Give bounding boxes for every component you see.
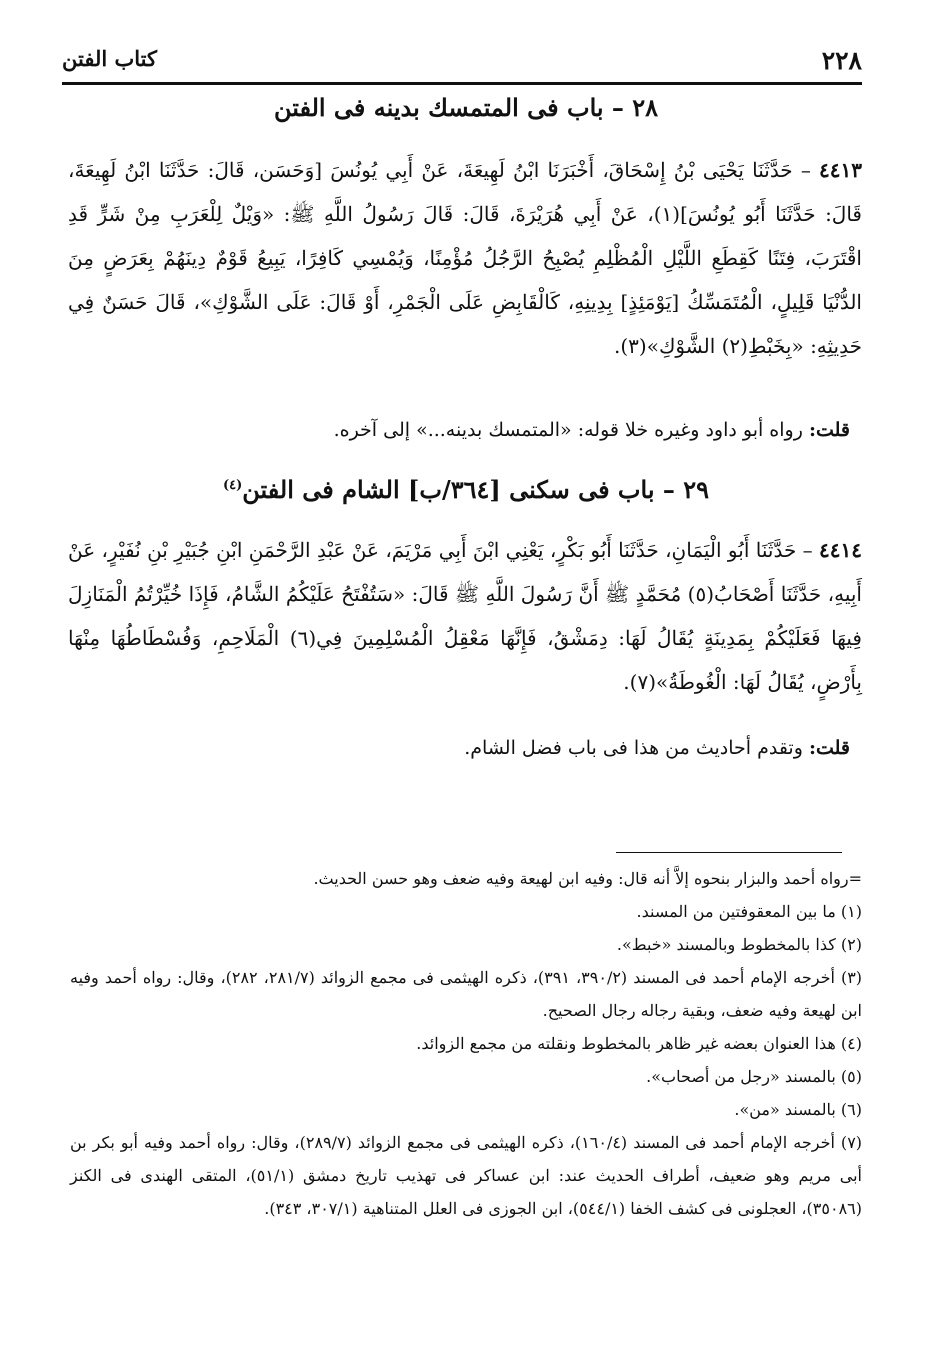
note-label: قلت:: [808, 419, 850, 441]
chapter-title-text: ٢٨ – باب فى المتمسك بدينه فى الفتن: [273, 93, 659, 122]
book-title: كتاب الفتن: [62, 46, 157, 71]
chapter-title-29: [70, 466, 862, 510]
footnote-continuation: =رواه أحمد والبزار بنحوه إلاَّ أنه قال: وفيه ابن لهيعة وفيه ضعف وهو حسن الحديث.: [313, 869, 862, 888]
header-divider: [62, 82, 862, 85]
footnote-divider: [616, 852, 842, 853]
note-text: وتقدم أحاديث من هذا فى باب فضل الشام.: [464, 737, 803, 759]
hadith-4413: [68, 148, 862, 368]
note-text: رواه أبو داود وغيره خلا قوله: «المتمسك بدينه...» إلى آخره.: [333, 419, 803, 441]
footnote-7: (٧) أخرجه الإمام أحمد فى المسند (١٦٠/٤)، ذكره الهيثمى فى مجمع الزوائد (٢٨٩/٧)، وقال: رواه أحمد وفيه أبو بكر بن أبى مريم وهو ضعيف، أطراف الحديث عند: ابن عساكر فى تهذيب تاريخ دمشق (٥١/١)، المتقى الهندى فى الكنز (٣٥٠٨٦)، العجلونى فى كشف الخفا (٥٤٤/١)، ابن الجوزى فى العلل المتناهية (٣٠٧/١، ٣٤٣).: [70, 1133, 863, 1218]
footnote-5: (٥) بالمسند «رجل من أصحاب».: [646, 1067, 862, 1086]
page-number: ٢٢٨: [821, 46, 862, 75]
hadith-number: ٤٤١٣: [819, 158, 863, 182]
note-label: قلت:: [808, 737, 850, 759]
footnote-4: (٤) هذا العنوان بعضه غير ظاهر بالمخطوط ونقلته من مجمع الزوائد.: [416, 1034, 862, 1053]
editor-note-1: [70, 412, 850, 448]
footnote-1: (١) ما بين المعقوفتين من المسند.: [636, 902, 862, 921]
footnote-ref: (٤): [222, 478, 243, 493]
footnote-3: (٣) أخرجه الإمام أحمد فى المسند (٣٩٠/٢، ٣٩١)، ذكره الهيثمى فى مجمع الزوائد (٢٨١/٧، ٢٨٢)، وقال: رواه أحمد وفيه ابن لهيعة وفيه ضعف، وبقية رجاله رجال الصحيح.: [70, 968, 863, 1020]
footnote-2: (٢) كذا بالمخطوط وبالمسند «خبط».: [616, 935, 862, 954]
chapter-title-text: ٢٩ – باب فى سكنى [٣٦٤/ب] الشام فى الفتن: [242, 475, 709, 504]
hadith-text: – حَدَّثَنَا يَحْيَى بْنُ إِسْحَاقَ، أَخْبَرَنَا ابْنُ لَهِيعَةَ، عَنْ أَبِي يُونُسَ [وَحَسَن، قَالَ: حَدَّثَنَا ابْنُ لَهِيعَةَ، قَالَ: حَدَّثَنَا أَبُو يُونُسَ](١)، عَنْ أَبِي هُرَيْرَةَ، قَالَ: قَالَ رَسُولُ اللَّهِ ﷺ: «وَيْلٌ لِلْعَرَبِ مِنْ شَرٍّ قَدِ اقْتَرَبَ، فِتَنًا كَقِطَعِ اللَّيْلِ الْمُظْلِمِ يُصْبِحُ الرَّجُلُ مُؤْمِنًا، وَيُمْسِي كَافِرًا، يَبِيعُ قَوْمٌ دِينَهُمْ بِعَرَضٍ مِنَ الدُّنْيَا قَلِيلٍ، الْمُتَمَسِّكُ [يَوْمَئِذٍ] بِدِينِهِ، كَالْقَابِضِ عَلَى الْجَمْرِ، أَوْ قَالَ: عَلَى الشَّوْكِ»، قَالَ حَسَنٌ فِي حَدِيثِهِ: «بِخَبْطِ(٢) الشَّوْكِ»(٣).: [68, 158, 862, 358]
hadith-4414: [68, 528, 862, 704]
footnotes: [70, 862, 862, 1225]
chapter-title-28: [70, 88, 862, 128]
hadith-text: – حَدَّثَنَا أَبُو الْيَمَانِ، حَدَّثَنَا أَبُو بَكْرٍ، يَعْنِي ابْنَ أَبِي مَرْيَمَ، عَنْ عَبْدِ الرَّحْمَنِ ابْنِ جُبَيْرِ بْنِ نُفَيْرٍ، عَنْ أَبِيهِ، حَدَّثَنَا أَصْحَابُ(٥) مُحَمَّدٍ ﷺ أَنَّ رَسُولَ اللَّهِ ﷺ قَالَ: «سَتُفْتَحُ عَلَيْكُمُ الشَّامُ، فَإِذَا خُيِّرْتُمُ الْمَنَازِلَ فِيهَا فَعَلَيْكُمْ بِمَدِينَةٍ يُقَالُ لَهَا: دِمَشْقُ، فَإِنَّهَا مَعْقِلُ الْمُسْلِمِينَ فِي(٦) الْمَلَاحِمِ، وَفُسْطَاطُهَا مِنْهَا بِأَرْضٍ، يُقَالُ لَهَا: الْغُوطَةُ»(٧).: [68, 538, 862, 694]
hadith-number: ٤٤١٤: [819, 538, 863, 562]
page-header: [62, 40, 862, 84]
footnote-6: (٦) بالمسند «من».: [734, 1100, 862, 1119]
editor-note-2: [70, 730, 850, 766]
